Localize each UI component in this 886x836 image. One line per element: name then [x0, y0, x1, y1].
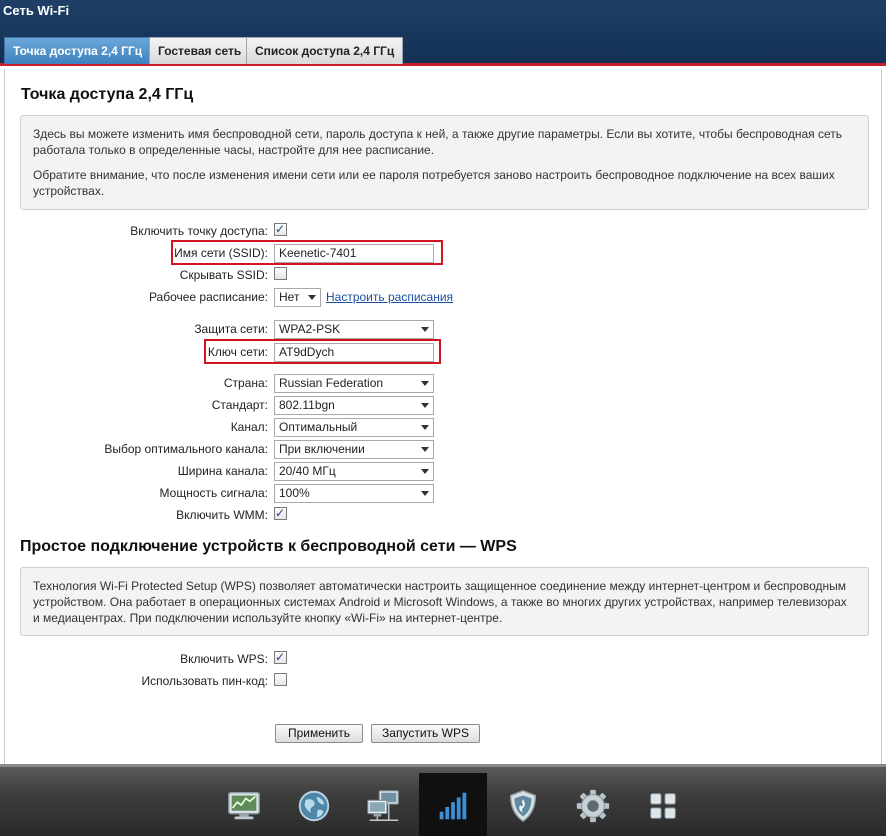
power-select-value: 100%: [279, 486, 310, 500]
security-select-value: WPA2-PSK: [279, 322, 341, 336]
channel-label: Канал:: [230, 420, 268, 434]
hide-ssid-row: [5, 265, 883, 285]
ssid-input[interactable]: Keenetic-7401: [274, 244, 434, 263]
channel-row: [5, 417, 883, 437]
configure-schedules-link[interactable]: Настроить расписания: [326, 290, 454, 304]
enable-ap-label: Включить точку доступа:: [130, 224, 268, 238]
globe-icon: [295, 787, 333, 825]
shield-icon: [504, 787, 542, 825]
chevron-down-icon: [421, 491, 429, 496]
enable-wps-row: [5, 649, 883, 669]
security-label: Защита сети:: [194, 322, 268, 336]
ssid-label: Имя сети (SSID):: [174, 246, 268, 260]
schedule-select-value: Нет: [279, 290, 300, 304]
bandwidth-row: [5, 461, 883, 481]
gear-icon: [574, 787, 612, 825]
network-key-label: Ключ сети:: [207, 345, 268, 359]
use-pin-checkbox[interactable]: [274, 673, 287, 686]
dock-security-button[interactable]: [489, 773, 557, 836]
ap-info-text-1: Здесь вы можете изменить имя беспроводной сети, пароль доступа к ней, а также другие параметры. Если вы хотите, чтобы беспроводная сеть работала только в определенные часы, настройте для нее расписание.: [33, 127, 843, 157]
enable-wps-label: Включить WPS:: [180, 652, 268, 666]
apps-grid-icon: [644, 787, 682, 825]
bandwidth-label: Ширина канала:: [177, 464, 268, 478]
country-label: Страна:: [223, 376, 268, 390]
chevron-down-icon: [308, 295, 316, 300]
network-key-row: [5, 342, 883, 362]
wps-section-title: Простое подключение устройств к беспроводной сети — WPS: [20, 538, 517, 555]
start-wps-button[interactable]: Запустить WPS: [371, 724, 480, 743]
chevron-down-icon: [421, 381, 429, 386]
tab-access-list-24[interactable]: Список доступа 2,4 ГГц: [246, 37, 403, 64]
checkmark-icon: ✓: [275, 650, 286, 664]
power-select[interactable]: [274, 484, 434, 503]
network-computers-icon: [365, 787, 403, 825]
optimal-channel-row: [5, 439, 883, 459]
chevron-down-icon: [421, 469, 429, 474]
standard-select[interactable]: [274, 396, 434, 415]
power-row: [5, 483, 883, 503]
bandwidth-select-value: 20/40 МГц: [279, 464, 336, 478]
security-row: [5, 319, 883, 339]
dock-monitor-button[interactable]: [210, 773, 278, 836]
checkmark-icon: ✓: [275, 222, 286, 236]
wifi-signal-bars-icon: [434, 787, 472, 825]
chevron-down-icon: [421, 327, 429, 332]
wmm-label: Включить WMM:: [176, 508, 268, 522]
bottom-taskbar: [0, 764, 886, 836]
enable-ap-row: [5, 221, 883, 241]
wmm-row: [5, 505, 883, 525]
ap-section-title: Точка доступа 2,4 ГГц: [21, 86, 194, 103]
wmm-checkbox[interactable]: [274, 507, 287, 520]
chevron-down-icon: [421, 425, 429, 430]
network-key-input[interactable]: AT9dDych: [274, 343, 434, 362]
key-highlight-frame: [204, 339, 441, 364]
tab-access-point-24[interactable]: Точка доступа 2,4 ГГц: [4, 37, 151, 64]
bandwidth-select[interactable]: [274, 462, 434, 481]
apply-button[interactable]: Применить: [275, 724, 363, 743]
ssid-highlight-frame: [171, 240, 443, 265]
country-select[interactable]: [274, 374, 434, 393]
ssid-row: [5, 243, 883, 263]
dock-system-button[interactable]: [559, 773, 627, 836]
tab-guest-network[interactable]: Гостевая сеть: [149, 37, 250, 64]
main-panel: [4, 69, 882, 764]
optimal-channel-label: Выбор оптимального канала:: [104, 442, 268, 456]
app-header: [0, 0, 886, 66]
wps-info-box: [20, 567, 869, 636]
monitor-chart-icon: [225, 787, 263, 825]
standard-label: Стандарт:: [211, 398, 268, 412]
optimal-channel-select[interactable]: [274, 440, 434, 459]
channel-select-value: Оптимальный: [279, 420, 358, 434]
use-pin-label: Использовать пин-код:: [141, 674, 268, 688]
schedule-select[interactable]: [274, 288, 321, 307]
power-label: Мощность сигнала:: [159, 486, 268, 500]
schedule-label: Рабочее расписание:: [148, 290, 268, 304]
country-row: [5, 373, 883, 393]
hide-ssid-label: Скрывать SSID:: [179, 268, 268, 282]
enable-wps-checkbox[interactable]: [274, 651, 287, 664]
standard-row: [5, 395, 883, 415]
dock-apps-button[interactable]: [629, 773, 697, 836]
chevron-down-icon: [421, 403, 429, 408]
country-select-value: Russian Federation: [279, 376, 384, 390]
dock-wifi-button[interactable]: [419, 773, 487, 836]
ap-info-box: [20, 115, 869, 210]
schedule-row: [5, 287, 883, 307]
checkmark-icon: ✓: [275, 506, 286, 520]
use-pin-row: [5, 671, 883, 691]
enable-ap-checkbox[interactable]: [274, 223, 287, 236]
optimal-channel-select-value: При включении: [279, 442, 365, 456]
hide-ssid-checkbox[interactable]: [274, 267, 287, 280]
dock-home-network-button[interactable]: [350, 773, 418, 836]
window-title: Сеть Wi-Fi: [3, 3, 70, 18]
ap-info-text-2: Обратите внимание, что после изменения имени сети или ее пароля потребуется заново настроить беспроводное подключение на всех ваших устройствах.: [33, 168, 835, 198]
security-select[interactable]: [274, 320, 434, 339]
chevron-down-icon: [421, 447, 429, 452]
wps-info-text: Технология Wi-Fi Protected Setup (WPS) позволяет автоматически настроить защищенное соединение между интернет-центром и беспроводным устройством. Она работает в операционных системах Android и Microsoft Windows, а также во многих других устройствах, например телевизорах и медиацентрах. При подключении используйте кнопку «Wi-Fi» на интернет-центре.: [33, 579, 847, 625]
dock-internet-button[interactable]: [280, 773, 348, 836]
standard-select-value: 802.11bgn: [279, 398, 335, 412]
channel-select[interactable]: [274, 418, 434, 437]
